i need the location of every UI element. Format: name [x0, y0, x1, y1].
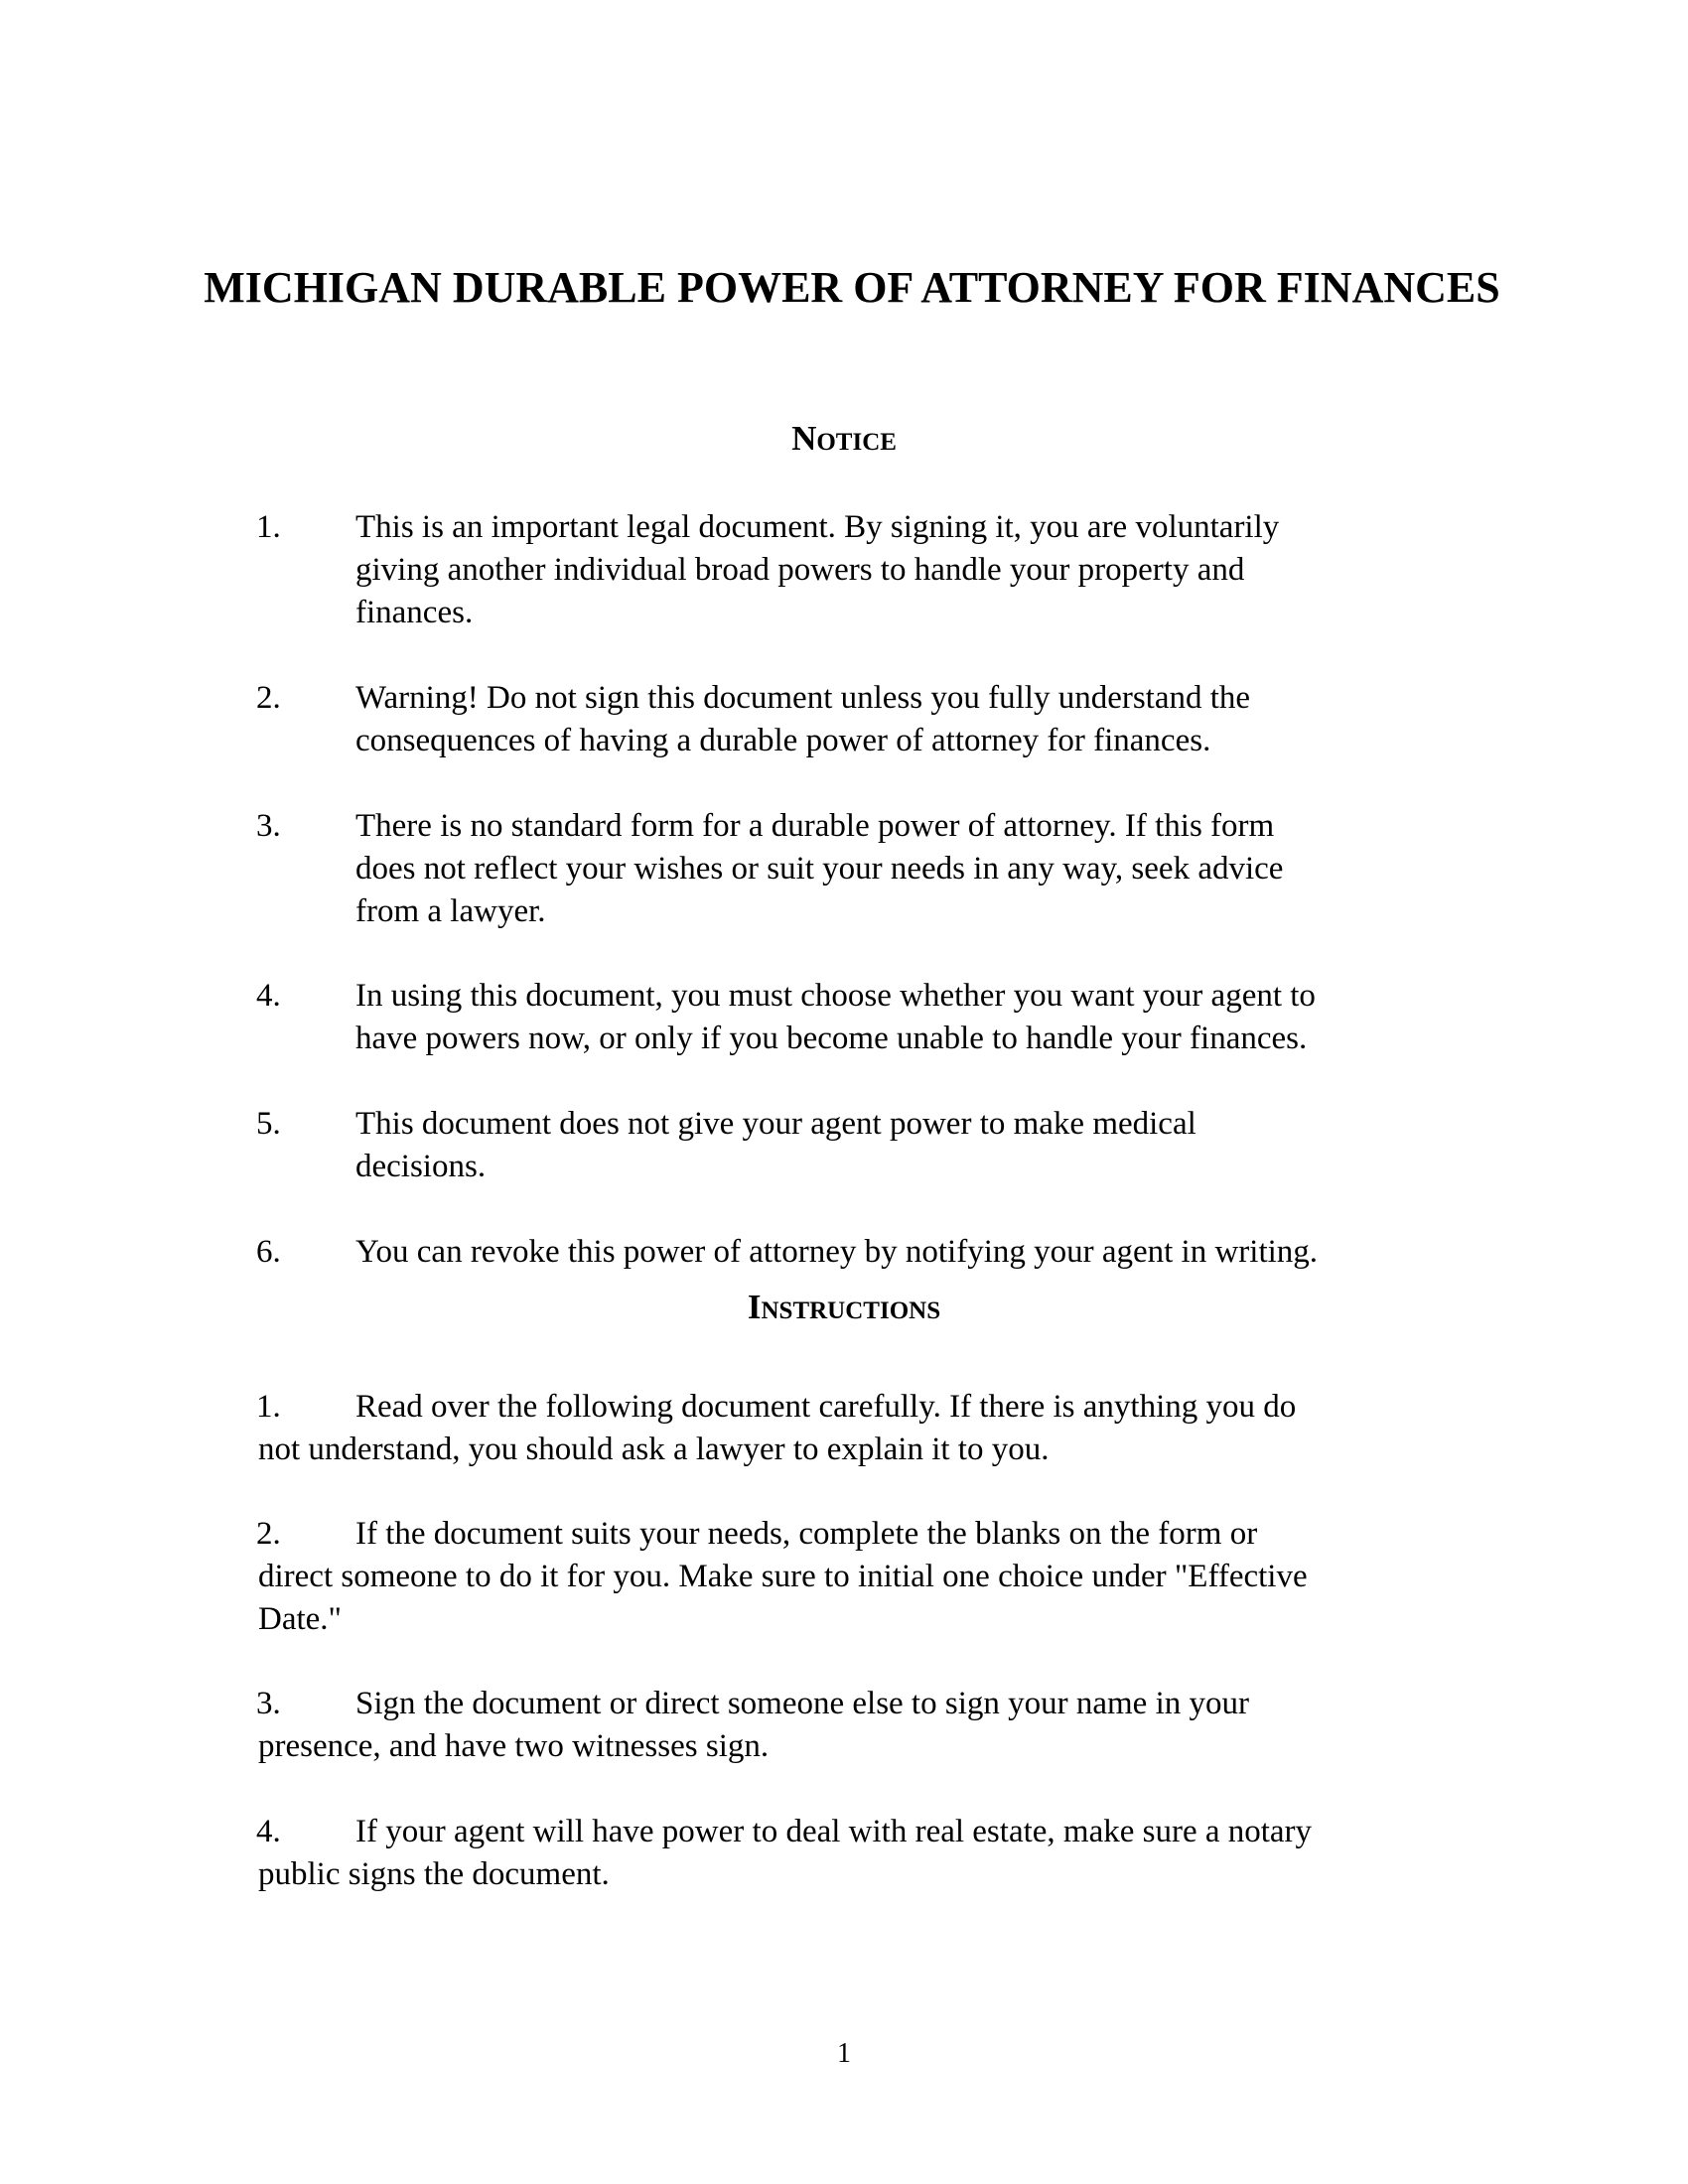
notice-item-line: decisions. [355, 1149, 487, 1184]
instruction-item-line: presence, and have two witnesses sign. [258, 1728, 770, 1764]
instruction-item-line: public signs the document. [258, 1856, 610, 1892]
instruction-item-number: 4. [256, 1814, 281, 1849]
instruction-item-line: If the document suits your needs, complete the blanks on the form or [355, 1516, 1258, 1552]
instruction-item-line: Read over the following document carefully. If there is anything you do [355, 1389, 1297, 1425]
notice-item-number: 1. [256, 509, 281, 545]
notice-item-line: This is an important legal document. By signing it, you are voluntarily [355, 509, 1280, 545]
instruction-item-line: not understand, you should ask a lawyer to explain it to you. [258, 1432, 1050, 1467]
instruction-item-line: Sign the document or direct someone else to sign your name in your [355, 1686, 1249, 1721]
notice-item-number: 3. [256, 808, 281, 844]
instruction-item-number: 1. [256, 1389, 281, 1425]
page-number: 1 [837, 2038, 851, 2069]
instruction-item-line: If your agent will have power to deal with real estate, make sure a notary [355, 1814, 1313, 1849]
notice-item-line: In using this document, you must choose whether you want your agent to [355, 978, 1316, 1014]
notice-item-number: 2. [256, 680, 281, 716]
notice-heading: Notice [791, 419, 897, 458]
notice-item-line: This document does not give your agent power to make medical [355, 1106, 1196, 1142]
notice-item-line: does not reflect your wishes or suit your needs in any way, seek advice [355, 851, 1284, 887]
notice-item-number: 5. [256, 1106, 281, 1142]
notice-item-number: 6. [256, 1234, 281, 1270]
instruction-item-line: direct someone to do it for you. Make sure to initial one choice under "Effective [258, 1559, 1308, 1594]
instruction-item-number: 2. [256, 1516, 281, 1552]
notice-item-line: finances. [355, 595, 474, 630]
instruction-item-number: 3. [256, 1686, 281, 1721]
notice-item-line: Warning! Do not sign this document unless you fully understand the [355, 680, 1251, 716]
notice-item-line: have powers now, or only if you become unable to handle your finances. [355, 1021, 1308, 1056]
notice-item-line: consequences of having a durable power of attorney for finances. [355, 723, 1211, 758]
notice-item-line: giving another individual broad powers to handle your property and [355, 552, 1245, 588]
notice-item-line: There is no standard form for a durable power of attorney. If this form [355, 808, 1275, 844]
instructions-heading: Instructions [747, 1288, 941, 1326]
notice-item-number: 4. [256, 978, 281, 1014]
notice-item-line: from a lawyer. [355, 893, 546, 929]
notice-item-line: You can revoke this power of attorney by notifying your agent in writing. [355, 1234, 1319, 1270]
instruction-item-line: Date." [258, 1601, 343, 1637]
document-title: MICHIGAN DURABLE POWER OF ATTORNEY FOR FINANCES [204, 263, 1500, 312]
